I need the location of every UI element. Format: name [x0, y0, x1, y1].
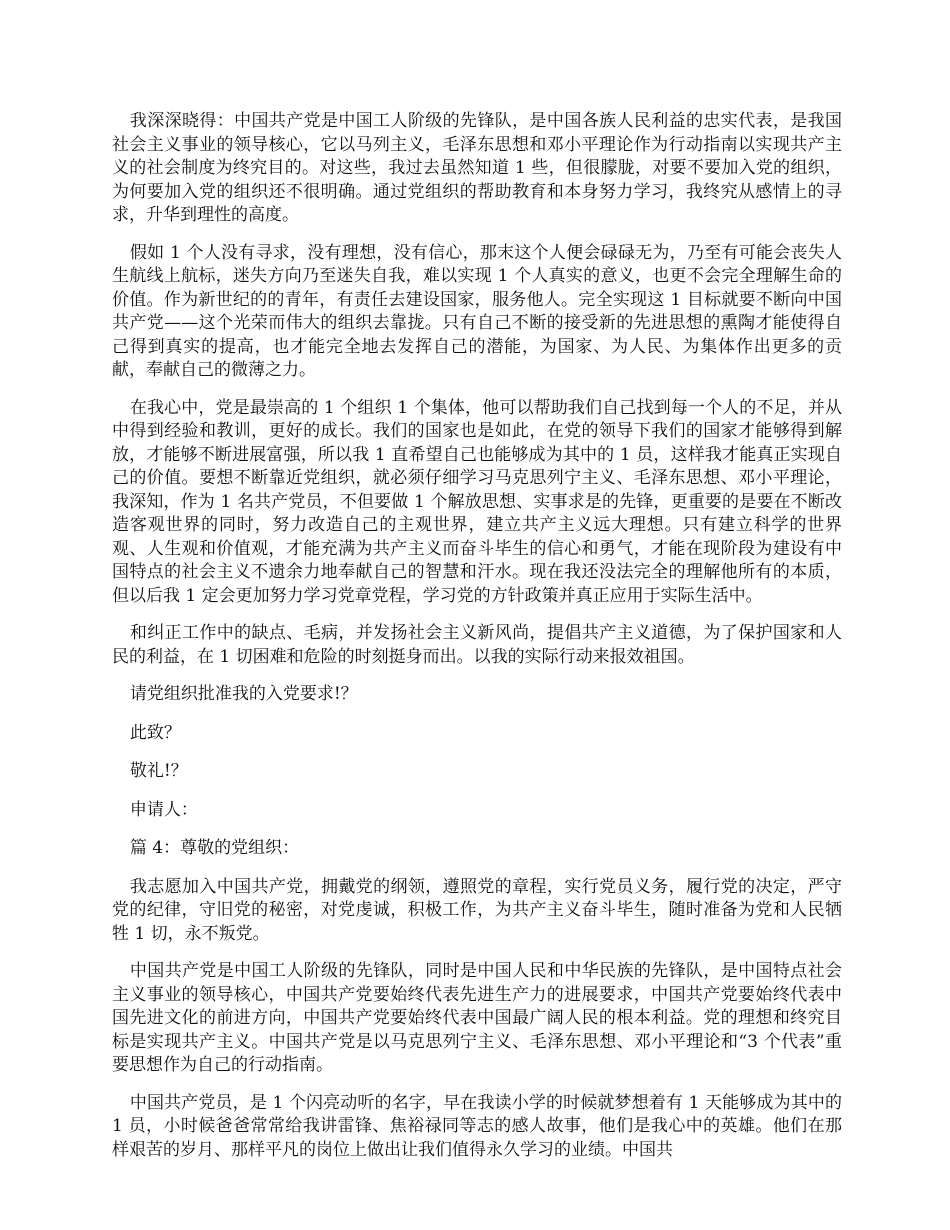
paragraph: 我深深晓得：中国共产党是中国工人阶级的先锋队，是中国各族人民利益的忠实代表，是我国社会主义事业的领导核心，它以马列主义，毛泽东思想和邓小平理论作为行动指南以实现共产主义的社会制度为终究目的。对这些，我过去虽然知道 1 些，但很朦胧，对要不要加入党的组织，为何要加入党的组织还不很明确。通过党组织的帮助教育和本身努力学习，我终究从感情上的寻求，升华到理性的高度。 [112, 111, 842, 225]
salutation-line: 此致？ [129, 722, 181, 743]
paragraph: 中国共产党是中国工人阶级的先锋队，同时是中国人民和中华民族的先锋队，是中国特点社会主义事业的领导核心，中国共产党要始终代表先进生产力的进展要求，中国共产党要始终代表中国先进文化的前进方向，中国共产党要始终代表中国最广阔人民的根本利益。党的理想和终究目标是实现共产主义。中国共产党是以马克思列宁主义、毛泽东思想、邓小平理论和“3 个代表”重要思想作为自己的行动指南。 [112, 961, 842, 1075]
request-line: 请党组织批准我的入党要求!？ [129, 684, 358, 704]
applicant-label: 申请人： [129, 799, 198, 820]
paragraph: 我志愿加入中国共产党，拥戴党的纲领，遵照党的章程，实行党员义务，履行党的决定，严守党的纪律，守旧党的秘密，对党虔诚，积极工作，为共产主义奋斗毕生，随时准备为党和人民牺牲 1 切，永不叛党。 [112, 876, 842, 944]
paragraph: 中国共产党员，是 1 个闪亮动听的名字，早在我读小学的时候就梦想着有 1 天能够成为其中的 1 员，小时候爸爸常常给我讲雷锋、焦裕禄同等志的感人故事，他们是我心中的英雄。他们在那样艰苦的岁月、那样平凡的岗位上做出让我们值得永久学习的业绩。中国共 [112, 1092, 842, 1160]
paragraph: 假如 1 个人没有寻求，没有理想，没有信心，那末这个人便会碌碌无为，乃至有可能会丧失人生航线上航标，迷失方向乃至迷失自我，难以实现 1 个人真实的意义，也更不会完全理解生命的价值。作为新世纪的的青年，有责任去建设国家，服务他人。完全实现这 1 目标就要不断向中国共产党——这个光荣而伟大的组织去靠拢。只有自己不断的接受新的先进思想的熏陶才能使得自己得到真实的提高，也才能完全地去发挥自己的潜能，为国家、为人民、为集体作出更多的贡献，奉献自己的微薄之力。 [112, 242, 842, 380]
document-page [112, 110, 842, 1176]
salutation-line: 敬礼!？ [129, 761, 188, 781]
paragraph: 和纠正工作中的缺点、毛病，并发扬社会主义新风尚，提倡共产主义道德，为了保护国家和人民的利益，在 1 切困难和危险的时刻挺身而出。以我的实际行动来报效祖国。 [112, 623, 842, 667]
section-heading: 篇 4：尊敬的党组织： [129, 838, 300, 858]
paragraph: 在我心中，党是最崇高的 1 个组织 1 个集体，他可以帮助我们自己找到每一个人的不足，并从中得到经验和教训，更好的成长。我们的国家也是如此，在党的领导下我们的国家才能够得到解放，才能够不断进展富强，所以我 1 直希望自己也能够成为其中的 1 员，这样我才能真正实现自己的价值。要想不断靠近党组织，就必须仔细学习马克思列宁主义、毛泽东思想、邓小平理论，我深知，作为 1 名共产党员，不但要做 1 个解放思想、实事求是的先锋，更重要的是要在不断改造客观世界的同时，努力改造自己的主观世界，建立共产主义远大理想。只有建立科学的世界观、人生观和价值观，才能充满为共产主义而奋斗毕生的信心和勇气，才能在现阶段为建设有中国特点的社会主义不遗余力地奉献自己的智慧和汗水。现在我还没法完全的理解他所有的本质，但以后我 1 定会更加努力学习党章党程，学习党的方针政策并真正应用于实际生活中。 [112, 397, 842, 606]
